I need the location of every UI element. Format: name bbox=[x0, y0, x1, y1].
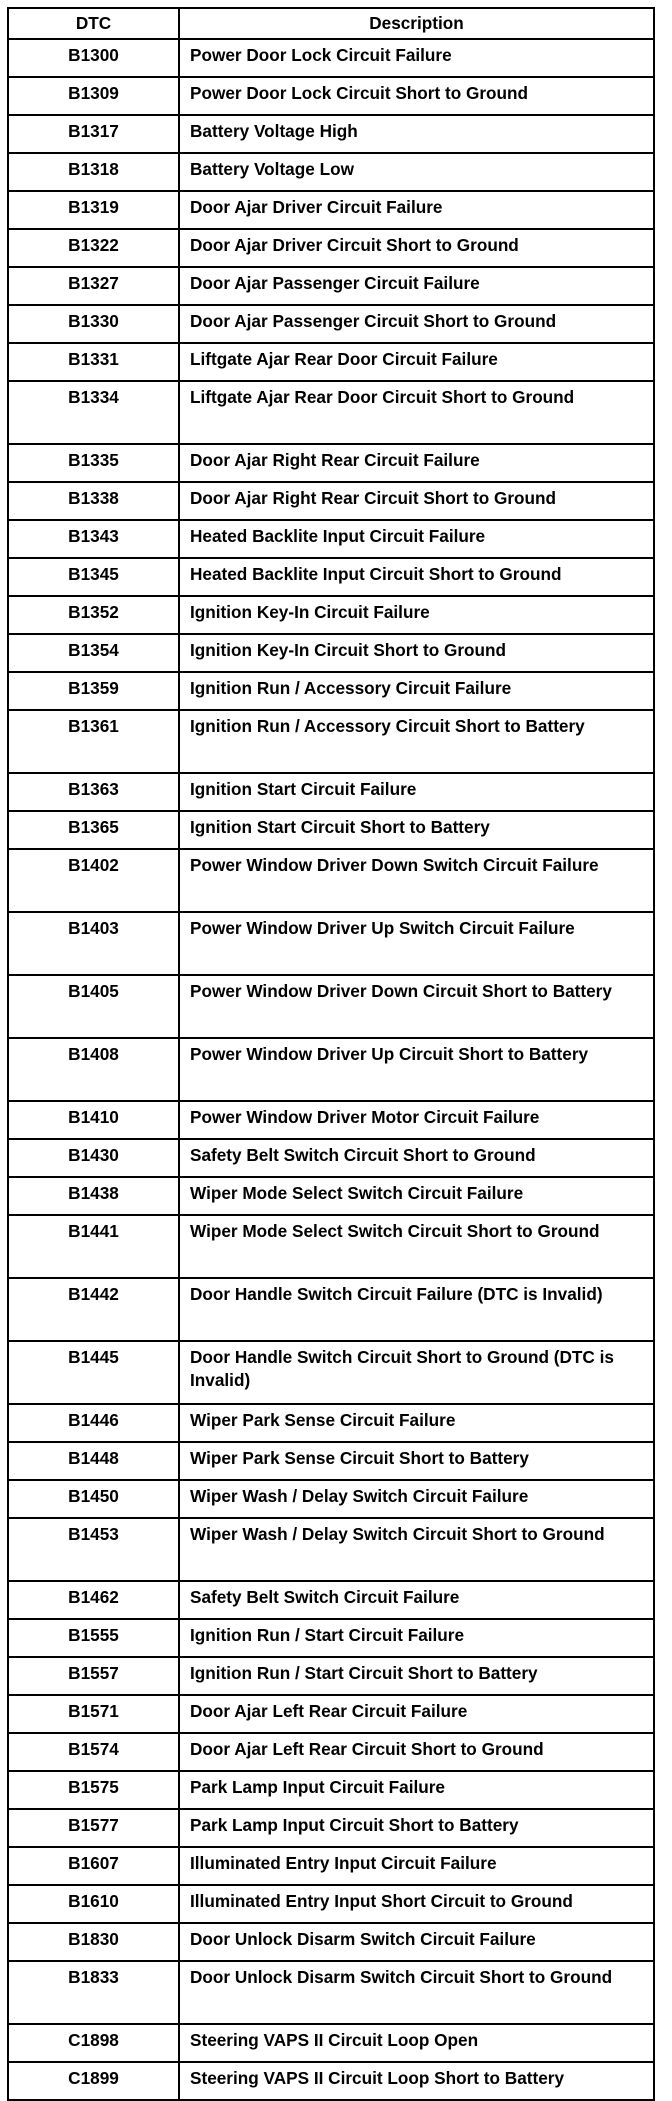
description-cell: Wiper Mode Select Switch Circuit Failure bbox=[179, 1177, 654, 1215]
dtc-code-cell: B1317 bbox=[8, 115, 179, 153]
description-cell: Ignition Run / Start Circuit Short to Battery bbox=[179, 1657, 654, 1695]
description-cell: Power Window Driver Down Switch Circuit Failure bbox=[179, 849, 654, 912]
table-row bbox=[8, 1885, 654, 1923]
description-cell: Steering VAPS II Circuit Loop Open bbox=[179, 2024, 654, 2062]
table-row bbox=[8, 444, 654, 482]
table-row bbox=[8, 1809, 654, 1847]
table-row bbox=[8, 2062, 654, 2100]
dtc-code-cell: B1403 bbox=[8, 912, 179, 975]
table-body bbox=[8, 39, 654, 2100]
table-row bbox=[8, 811, 654, 849]
dtc-code-cell: B1322 bbox=[8, 229, 179, 267]
description-cell: Door Unlock Disarm Switch Circuit Failure bbox=[179, 1923, 654, 1961]
dtc-code-cell: B1327 bbox=[8, 267, 179, 305]
dtc-code-cell: B1354 bbox=[8, 634, 179, 672]
table-row bbox=[8, 1847, 654, 1885]
description-cell: Power Window Driver Up Circuit Short to Battery bbox=[179, 1038, 654, 1101]
dtc-code-cell: B1442 bbox=[8, 1278, 179, 1341]
description-cell: Illuminated Entry Input Short Circuit to Ground bbox=[179, 1885, 654, 1923]
description-cell: Power Door Lock Circuit Failure bbox=[179, 39, 654, 77]
table-row bbox=[8, 672, 654, 710]
dtc-code-cell: B1338 bbox=[8, 482, 179, 520]
dtc-column-header: DTC bbox=[8, 8, 179, 39]
dtc-code-cell: B1607 bbox=[8, 1847, 179, 1885]
table-row bbox=[8, 1480, 654, 1518]
table-header-row bbox=[8, 8, 654, 39]
table-row bbox=[8, 305, 654, 343]
description-cell: Wiper Wash / Delay Switch Circuit Short to Ground bbox=[179, 1518, 654, 1581]
table-row bbox=[8, 2024, 654, 2062]
description-cell: Heated Backlite Input Circuit Short to Ground bbox=[179, 558, 654, 596]
table-row bbox=[8, 1518, 654, 1581]
table-row bbox=[8, 1923, 654, 1961]
dtc-code-cell: B1345 bbox=[8, 558, 179, 596]
dtc-code-cell: B1331 bbox=[8, 343, 179, 381]
description-cell: Door Ajar Passenger Circuit Short to Ground bbox=[179, 305, 654, 343]
table-row bbox=[8, 77, 654, 115]
dtc-code-cell: B1408 bbox=[8, 1038, 179, 1101]
description-cell: Door Ajar Driver Circuit Short to Ground bbox=[179, 229, 654, 267]
dtc-code-cell: C1898 bbox=[8, 2024, 179, 2062]
description-cell: Illuminated Entry Input Circuit Failure bbox=[179, 1847, 654, 1885]
table-row bbox=[8, 520, 654, 558]
table-row bbox=[8, 381, 654, 444]
table-row bbox=[8, 1177, 654, 1215]
table-row bbox=[8, 710, 654, 773]
dtc-code-cell: B1446 bbox=[8, 1404, 179, 1442]
dtc-code-cell: C1899 bbox=[8, 2062, 179, 2100]
table-row bbox=[8, 1442, 654, 1480]
description-cell: Ignition Key-In Circuit Short to Ground bbox=[179, 634, 654, 672]
description-cell: Wiper Park Sense Circuit Failure bbox=[179, 1404, 654, 1442]
dtc-code-cell: B1335 bbox=[8, 444, 179, 482]
dtc-code-cell: B1453 bbox=[8, 1518, 179, 1581]
table-row bbox=[8, 1619, 654, 1657]
dtc-code-cell: B1363 bbox=[8, 773, 179, 811]
dtc-code-cell: B1575 bbox=[8, 1771, 179, 1809]
dtc-code-cell: B1359 bbox=[8, 672, 179, 710]
description-cell: Door Handle Switch Circuit Failure (DTC is Invalid) bbox=[179, 1278, 654, 1341]
table-row bbox=[8, 1404, 654, 1442]
table-row bbox=[8, 1771, 654, 1809]
dtc-code-cell: B1830 bbox=[8, 1923, 179, 1961]
description-cell: Park Lamp Input Circuit Short to Battery bbox=[179, 1809, 654, 1847]
description-cell: Door Handle Switch Circuit Short to Ground (DTC is Invalid) bbox=[179, 1341, 654, 1404]
description-cell: Ignition Start Circuit Short to Battery bbox=[179, 811, 654, 849]
dtc-code-cell: B1319 bbox=[8, 191, 179, 229]
description-cell: Liftgate Ajar Rear Door Circuit Short to Ground bbox=[179, 381, 654, 444]
dtc-code-cell: B1318 bbox=[8, 153, 179, 191]
table-row bbox=[8, 191, 654, 229]
table-row bbox=[8, 1215, 654, 1278]
dtc-table bbox=[7, 7, 655, 2101]
table-row bbox=[8, 1278, 654, 1341]
table-row bbox=[8, 1733, 654, 1771]
table-row bbox=[8, 267, 654, 305]
table-row bbox=[8, 1341, 654, 1404]
table-row bbox=[8, 1139, 654, 1177]
dtc-code-cell: B1557 bbox=[8, 1657, 179, 1695]
description-cell: Ignition Key-In Circuit Failure bbox=[179, 596, 654, 634]
description-cell: Wiper Wash / Delay Switch Circuit Failure bbox=[179, 1480, 654, 1518]
dtc-code-cell: B1448 bbox=[8, 1442, 179, 1480]
table-row bbox=[8, 115, 654, 153]
dtc-code-cell: B1334 bbox=[8, 381, 179, 444]
dtc-code-cell: B1445 bbox=[8, 1341, 179, 1404]
table-row bbox=[8, 634, 654, 672]
description-cell: Door Ajar Right Rear Circuit Short to Ground bbox=[179, 482, 654, 520]
description-cell: Power Window Driver Down Circuit Short to Battery bbox=[179, 975, 654, 1038]
description-cell: Ignition Start Circuit Failure bbox=[179, 773, 654, 811]
dtc-code-cell: B1833 bbox=[8, 1961, 179, 2024]
description-cell: Battery Voltage High bbox=[179, 115, 654, 153]
dtc-code-cell: B1555 bbox=[8, 1619, 179, 1657]
dtc-code-cell: B1365 bbox=[8, 811, 179, 849]
description-cell: Heated Backlite Input Circuit Failure bbox=[179, 520, 654, 558]
description-cell: Door Unlock Disarm Switch Circuit Short to Ground bbox=[179, 1961, 654, 2024]
table-row bbox=[8, 1581, 654, 1619]
description-cell: Battery Voltage Low bbox=[179, 153, 654, 191]
table-row bbox=[8, 343, 654, 381]
description-cell: Door Ajar Left Rear Circuit Failure bbox=[179, 1695, 654, 1733]
table-row bbox=[8, 849, 654, 912]
dtc-code-cell: B1343 bbox=[8, 520, 179, 558]
dtc-code-cell: B1361 bbox=[8, 710, 179, 773]
table-row bbox=[8, 153, 654, 191]
table-row bbox=[8, 1038, 654, 1101]
table-row bbox=[8, 596, 654, 634]
table-row bbox=[8, 558, 654, 596]
dtc-code-cell: B1441 bbox=[8, 1215, 179, 1278]
description-cell: Power Window Driver Up Switch Circuit Failure bbox=[179, 912, 654, 975]
table-row bbox=[8, 912, 654, 975]
description-cell: Park Lamp Input Circuit Failure bbox=[179, 1771, 654, 1809]
description-cell: Ignition Run / Start Circuit Failure bbox=[179, 1619, 654, 1657]
table-row bbox=[8, 482, 654, 520]
dtc-code-cell: B1405 bbox=[8, 975, 179, 1038]
description-column-header: Description bbox=[179, 8, 654, 39]
dtc-code-cell: B1330 bbox=[8, 305, 179, 343]
dtc-code-cell: B1300 bbox=[8, 39, 179, 77]
description-cell: Liftgate Ajar Rear Door Circuit Failure bbox=[179, 343, 654, 381]
dtc-code-cell: B1352 bbox=[8, 596, 179, 634]
dtc-code-cell: B1450 bbox=[8, 1480, 179, 1518]
description-cell: Ignition Run / Accessory Circuit Failure bbox=[179, 672, 654, 710]
description-cell: Door Ajar Right Rear Circuit Failure bbox=[179, 444, 654, 482]
description-cell: Door Ajar Passenger Circuit Failure bbox=[179, 267, 654, 305]
description-cell: Wiper Park Sense Circuit Short to Battery bbox=[179, 1442, 654, 1480]
dtc-code-cell: B1309 bbox=[8, 77, 179, 115]
dtc-code-cell: B1462 bbox=[8, 1581, 179, 1619]
description-cell: Wiper Mode Select Switch Circuit Short to Ground bbox=[179, 1215, 654, 1278]
description-cell: Steering VAPS II Circuit Loop Short to Battery bbox=[179, 2062, 654, 2100]
dtc-code-cell: B1610 bbox=[8, 1885, 179, 1923]
dtc-code-cell: B1438 bbox=[8, 1177, 179, 1215]
table-row bbox=[8, 773, 654, 811]
description-cell: Safety Belt Switch Circuit Failure bbox=[179, 1581, 654, 1619]
table-row bbox=[8, 1657, 654, 1695]
dtc-code-cell: B1402 bbox=[8, 849, 179, 912]
table-row bbox=[8, 1101, 654, 1139]
table-row bbox=[8, 1695, 654, 1733]
table-row bbox=[8, 1961, 654, 2024]
table-row bbox=[8, 39, 654, 77]
description-cell: Door Ajar Driver Circuit Failure bbox=[179, 191, 654, 229]
description-cell: Power Window Driver Motor Circuit Failure bbox=[179, 1101, 654, 1139]
dtc-code-cell: B1574 bbox=[8, 1733, 179, 1771]
dtc-code-cell: B1571 bbox=[8, 1695, 179, 1733]
table-row bbox=[8, 975, 654, 1038]
dtc-code-cell: B1430 bbox=[8, 1139, 179, 1177]
description-cell: Safety Belt Switch Circuit Short to Ground bbox=[179, 1139, 654, 1177]
description-cell: Door Ajar Left Rear Circuit Short to Ground bbox=[179, 1733, 654, 1771]
table-row bbox=[8, 229, 654, 267]
dtc-code-cell: B1410 bbox=[8, 1101, 179, 1139]
description-cell: Ignition Run / Accessory Circuit Short to Battery bbox=[179, 710, 654, 773]
description-cell: Power Door Lock Circuit Short to Ground bbox=[179, 77, 654, 115]
dtc-code-cell: B1577 bbox=[8, 1809, 179, 1847]
